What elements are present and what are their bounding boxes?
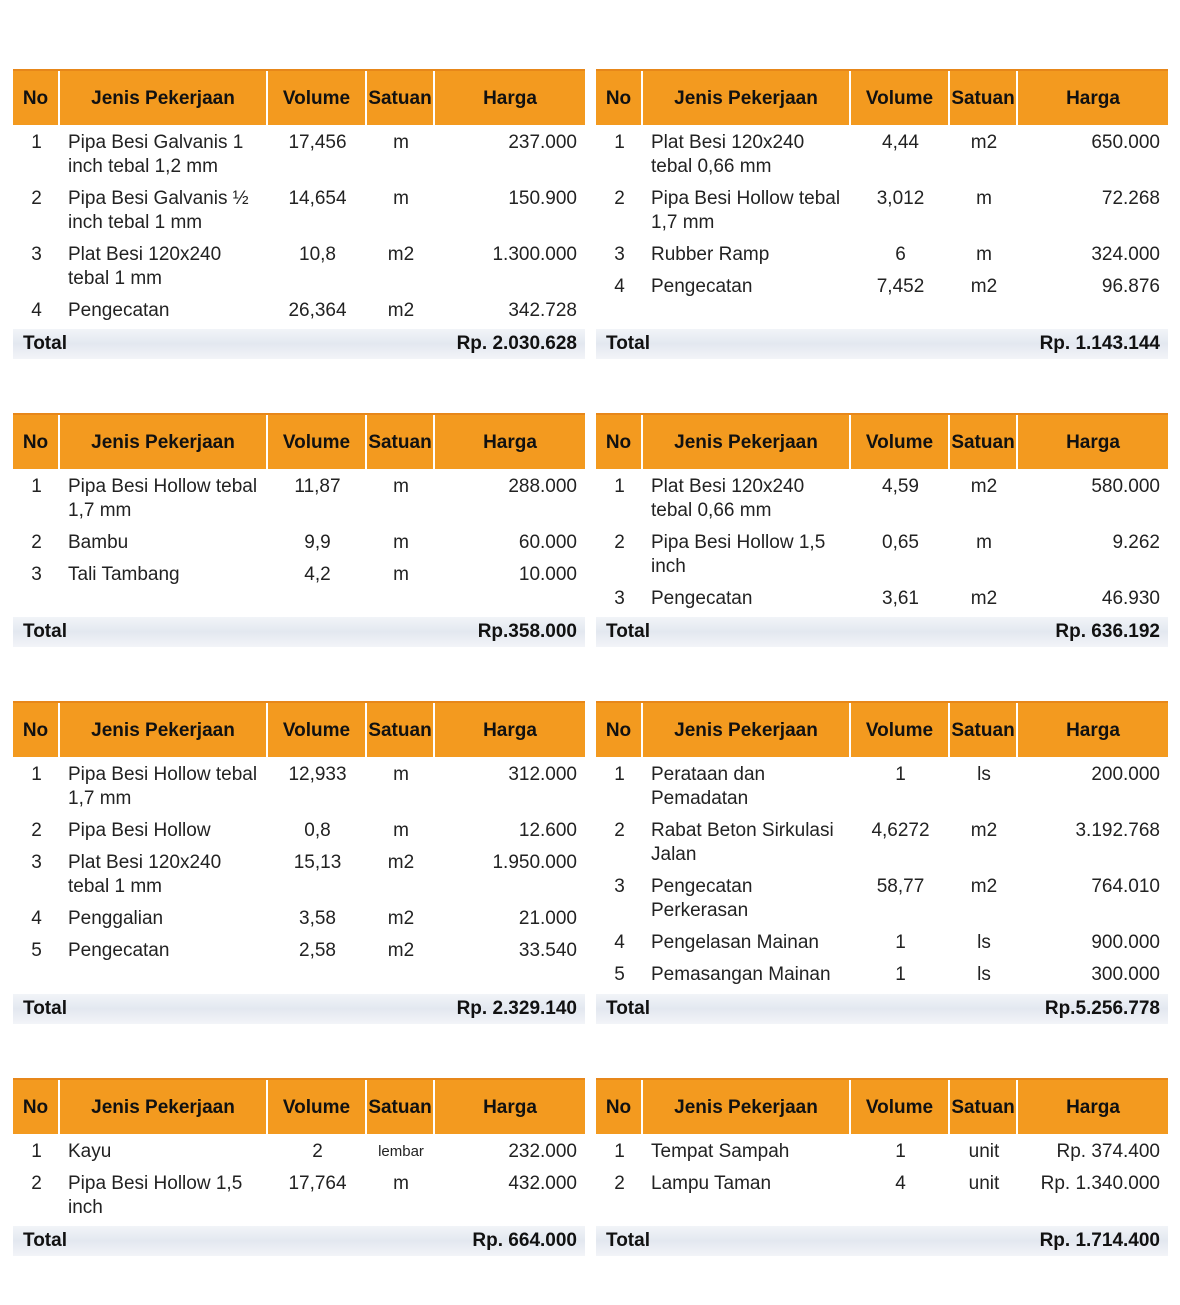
row-satuan: m2 (387, 244, 415, 265)
row-harga: 60.000 (518, 532, 577, 553)
table-body (596, 757, 1168, 987)
total-row (13, 1226, 585, 1256)
header-harga: Harga (483, 719, 537, 741)
row-satuan: m2 (387, 940, 415, 961)
table-header (13, 69, 585, 125)
row-volume: 15,13 (293, 852, 342, 873)
row-jenis-pekerjaan: Tempat Sampah (651, 1141, 790, 1162)
row-volume: 17,764 (288, 1173, 347, 1194)
row-jenis-pekerjaan: Lampu Taman (651, 1173, 772, 1194)
row-jenis-pekerjaan: Pipa Besi Galvanis ½ inch tebal 1 mm (68, 188, 249, 233)
row-harga: 21.000 (518, 908, 577, 929)
row-jenis-pekerjaan: Pipa Besi Hollow tebal 1,7 mm (651, 188, 841, 233)
table-body (13, 125, 585, 323)
header-jenis-pekerjaan: Jenis Pekerjaan (643, 1080, 851, 1134)
row-satuan: ls (977, 764, 991, 785)
row-satuan: m (393, 564, 409, 585)
row-harga: 432.000 (508, 1173, 577, 1194)
row-satuan: m2 (387, 852, 415, 873)
row-volume: 3,61 (882, 588, 919, 609)
row-satuan: m (393, 532, 409, 553)
row-harga: Rp. 374.400 (1056, 1141, 1160, 1162)
header-no: No (13, 415, 60, 469)
row-no: 2 (614, 1173, 625, 1194)
row-no: 2 (31, 188, 42, 209)
header-harga: Harga (483, 431, 537, 453)
row-jenis-pekerjaan: Penggalian (68, 908, 164, 929)
row-volume: 1 (895, 764, 906, 785)
row-volume: 2,58 (299, 940, 336, 961)
row-no: 3 (31, 852, 42, 873)
row-no: 2 (614, 820, 625, 841)
row-volume: 3,012 (876, 188, 925, 209)
total-label: Total (606, 1230, 650, 1251)
table-row (596, 1172, 1168, 1196)
row-satuan: m (976, 532, 992, 553)
row-no: 2 (31, 532, 42, 553)
header-volume: Volume (851, 1080, 950, 1134)
header-satuan (950, 703, 1018, 757)
header-jenis-pekerjaan: Jenis Pekerjaan (60, 71, 268, 125)
total-value: Rp. 636.192 (1055, 621, 1160, 642)
row-satuan: m (976, 188, 992, 209)
cost-table (13, 69, 585, 359)
row-no: 1 (31, 476, 42, 497)
row-volume: 4,59 (882, 476, 919, 497)
header-volume: Volume (851, 703, 950, 757)
row-harga: 150.900 (508, 188, 577, 209)
total-row (13, 329, 585, 359)
table-row (13, 531, 585, 555)
total-value: Rp. 2.329.140 (456, 998, 577, 1019)
header-volume: Volume (268, 703, 367, 757)
header-satuan-line2: an (992, 719, 1015, 741)
row-volume: 10,8 (299, 244, 336, 265)
table-body (13, 469, 585, 587)
row-harga: 1.950.000 (492, 852, 577, 873)
table-row (13, 475, 585, 523)
row-harga: 10.000 (518, 564, 577, 585)
table-row (596, 963, 1168, 987)
row-harga: 650.000 (1091, 132, 1160, 153)
header-volume: Volume (851, 71, 950, 125)
row-no: 4 (31, 300, 42, 321)
total-value: Rp. 1.143.144 (1039, 333, 1160, 354)
row-jenis-pekerjaan: Pipa Besi Hollow tebal 1,7 mm (68, 476, 258, 521)
row-volume: 6 (895, 244, 906, 265)
row-jenis-pekerjaan: Rabat Beton Sirkulasi Jalan (651, 820, 834, 865)
row-volume: 0,65 (882, 532, 919, 553)
row-jenis-pekerjaan: Pengecatan Perkerasan (651, 876, 753, 921)
row-harga: 764.010 (1091, 876, 1160, 897)
header-harga: Harga (1066, 719, 1120, 741)
row-no: 1 (31, 132, 42, 153)
cost-table (596, 701, 1168, 1024)
row-volume: 17,456 (288, 132, 347, 153)
header-satuan-line1: Satu (951, 719, 993, 741)
header-harga: Harga (1066, 431, 1120, 453)
total-row (13, 994, 585, 1024)
header-jenis-pekerjaan: Jenis Pekerjaan (643, 703, 851, 757)
header-harga: Harga (1066, 1096, 1120, 1118)
total-row (596, 994, 1168, 1024)
table-header (13, 413, 585, 469)
total-label: Total (606, 333, 650, 354)
row-no: 1 (614, 476, 625, 497)
table-row (13, 131, 585, 179)
row-satuan: m2 (970, 476, 998, 497)
header-satuan-line2: an (409, 431, 432, 453)
table-row (13, 851, 585, 899)
table-row (596, 1140, 1168, 1164)
row-jenis-pekerjaan: Bambu (68, 532, 129, 553)
row-satuan: m2 (970, 132, 998, 153)
row-harga: 3.192.768 (1075, 820, 1160, 841)
table-body (596, 1134, 1168, 1196)
table-row (596, 875, 1168, 923)
header-harga: Harga (483, 87, 537, 109)
row-satuan: m2 (970, 588, 998, 609)
header-no: No (596, 415, 643, 469)
table-row (596, 819, 1168, 867)
row-jenis-pekerjaan: Pipa Besi Hollow tebal 1,7 mm (68, 764, 258, 809)
row-volume: 26,364 (288, 300, 347, 321)
row-harga: 288.000 (508, 476, 577, 497)
header-volume: Volume (268, 1080, 367, 1134)
table-row (13, 939, 585, 963)
header-satuan-line1: Satu (368, 431, 410, 453)
table-body (13, 1134, 585, 1220)
total-label: Total (23, 1230, 67, 1251)
table-body (596, 125, 1168, 299)
header-jenis-pekerjaan: Jenis Pekerjaan (60, 703, 268, 757)
table-row (13, 563, 585, 587)
row-harga: Rp. 1.340.000 (1040, 1173, 1160, 1194)
table-row (596, 763, 1168, 811)
header-jenis-pekerjaan: Jenis Pekerjaan (60, 415, 268, 469)
row-volume: 4,6272 (871, 820, 930, 841)
header-satuan-line2: an (409, 1096, 432, 1118)
row-jenis-pekerjaan: Plat Besi 120x240 tebal 1 mm (68, 852, 222, 897)
header-satuan (367, 1080, 435, 1134)
header-satuan-line1: Satu (951, 1096, 993, 1118)
table-row (13, 299, 585, 323)
row-satuan: m2 (970, 820, 998, 841)
row-volume: 4 (895, 1173, 906, 1194)
table-row (596, 275, 1168, 299)
table-row (596, 931, 1168, 955)
row-volume: 0,8 (304, 820, 331, 841)
row-satuan: m2 (387, 300, 415, 321)
row-volume: 3,58 (299, 908, 336, 929)
cost-table (13, 413, 585, 647)
row-no: 3 (614, 876, 625, 897)
row-no: 1 (614, 764, 625, 785)
table-row (13, 1140, 585, 1164)
row-jenis-pekerjaan: Kayu (68, 1141, 112, 1162)
table-row (13, 1172, 585, 1220)
row-no: 3 (614, 588, 625, 609)
cost-table (596, 69, 1168, 359)
row-no: 2 (614, 188, 625, 209)
row-satuan: m2 (387, 908, 415, 929)
row-harga: 232.000 (508, 1141, 577, 1162)
total-value: Rp. 664.000 (472, 1230, 577, 1251)
row-no: 1 (31, 764, 42, 785)
row-volume: 14,654 (288, 188, 347, 209)
row-volume: 12,933 (288, 764, 347, 785)
table-row (13, 187, 585, 235)
row-no: 4 (31, 908, 42, 929)
header-satuan (367, 71, 435, 125)
row-jenis-pekerjaan: Pemasangan Mainan (651, 964, 831, 985)
row-jenis-pekerjaan: Pipa Besi Hollow 1,5 inch (68, 1173, 243, 1218)
table-header (596, 1078, 1168, 1134)
total-value: Rp.5.256.778 (1044, 998, 1160, 1019)
header-no: No (596, 703, 643, 757)
table-row (596, 243, 1168, 267)
row-satuan: unit (968, 1173, 1000, 1194)
header-volume: Volume (268, 71, 367, 125)
row-volume: 1 (895, 964, 906, 985)
header-satuan-line1: Satu (368, 87, 410, 109)
row-jenis-pekerjaan: Pengecatan (651, 588, 753, 609)
total-row (596, 617, 1168, 647)
header-no: No (13, 71, 60, 125)
row-satuan: m (393, 132, 409, 153)
cost-table (596, 1078, 1168, 1256)
row-harga: 237.000 (508, 132, 577, 153)
row-harga: 200.000 (1091, 764, 1160, 785)
row-jenis-pekerjaan: Pengecatan (651, 276, 753, 297)
header-satuan-line2: an (409, 719, 432, 741)
row-jenis-pekerjaan: Plat Besi 120x240 tebal 0,66 mm (651, 132, 805, 177)
table-row (13, 763, 585, 811)
total-label: Total (23, 998, 67, 1019)
table-row (13, 907, 585, 931)
row-no: 4 (614, 932, 625, 953)
cost-table (596, 413, 1168, 647)
total-row (596, 329, 1168, 359)
header-satuan (950, 71, 1018, 125)
header-satuan-line1: Satu (368, 1096, 410, 1118)
row-harga: 300.000 (1091, 964, 1160, 985)
row-harga: 46.930 (1101, 588, 1160, 609)
row-satuan: m (393, 1173, 409, 1194)
row-harga: 96.876 (1101, 276, 1160, 297)
row-no: 1 (31, 1141, 42, 1162)
header-no: No (13, 703, 60, 757)
header-no: No (596, 1080, 643, 1134)
row-harga: 9.262 (1112, 532, 1160, 553)
total-label: Total (606, 621, 650, 642)
row-volume: 58,77 (876, 876, 925, 897)
row-volume: 1 (895, 1141, 906, 1162)
row-harga: 342.728 (508, 300, 577, 321)
header-no: No (596, 71, 643, 125)
row-satuan: m2 (970, 876, 998, 897)
row-no: 1 (614, 1141, 625, 1162)
header-jenis-pekerjaan: Jenis Pekerjaan (643, 71, 851, 125)
total-label: Total (606, 998, 650, 1019)
row-satuan: m (393, 188, 409, 209)
row-harga: 580.000 (1091, 476, 1160, 497)
table-header (596, 69, 1168, 125)
row-volume: 11,87 (294, 476, 341, 497)
row-satuan: m (976, 244, 992, 265)
row-jenis-pekerjaan: Pengelasan Mainan (651, 932, 819, 953)
header-no: No (13, 1080, 60, 1134)
row-jenis-pekerjaan: Plat Besi 120x240 tebal 0,66 mm (651, 476, 805, 521)
total-label: Total (23, 333, 67, 354)
row-jenis-pekerjaan: Pengecatan (68, 300, 170, 321)
row-volume: 4,44 (882, 132, 919, 153)
row-no: 3 (614, 244, 625, 265)
row-satuan: unit (968, 1141, 1000, 1162)
header-volume: Volume (268, 415, 367, 469)
header-satuan (367, 415, 435, 469)
table-row (596, 587, 1168, 611)
row-no: 2 (31, 1173, 42, 1194)
row-harga: 1.300.000 (492, 244, 577, 265)
table-header (596, 701, 1168, 757)
cost-table (13, 1078, 585, 1256)
row-no: 1 (614, 132, 625, 153)
header-satuan (950, 1080, 1018, 1134)
cost-table (13, 701, 585, 1024)
header-satuan-line1: Satu (951, 87, 993, 109)
table-row (596, 531, 1168, 579)
table-body (13, 757, 585, 963)
row-satuan: ls (977, 964, 991, 985)
row-harga: 33.540 (518, 940, 577, 961)
header-jenis-pekerjaan: Jenis Pekerjaan (60, 1080, 268, 1134)
table-row (13, 243, 585, 291)
header-satuan-line1: Satu (368, 719, 410, 741)
header-harga: Harga (1066, 87, 1120, 109)
row-no: 2 (614, 532, 625, 553)
header-satuan-line2: an (992, 87, 1015, 109)
total-row (596, 1226, 1168, 1256)
table-header (13, 1078, 585, 1134)
row-harga: 72.268 (1101, 188, 1160, 209)
row-volume: 1 (895, 932, 906, 953)
row-volume: 4,2 (304, 564, 331, 585)
row-harga: 12.600 (518, 820, 577, 841)
table-row (596, 475, 1168, 523)
row-no: 5 (614, 964, 625, 985)
row-jenis-pekerjaan: Perataan dan Pemadatan (651, 764, 766, 809)
row-volume: 9,9 (304, 532, 331, 553)
row-jenis-pekerjaan: Pengecatan (68, 940, 170, 961)
table-row (596, 187, 1168, 235)
header-satuan-line2: an (992, 431, 1015, 453)
row-satuan: lembar (378, 1143, 424, 1160)
total-value: Rp. 1.714.400 (1039, 1230, 1160, 1251)
row-no: 3 (31, 244, 42, 265)
row-volume: 7,452 (876, 276, 925, 297)
row-satuan: m (393, 476, 409, 497)
row-satuan: m (393, 820, 409, 841)
row-jenis-pekerjaan: Pipa Besi Galvanis 1 inch tebal 1,2 mm (68, 132, 244, 177)
row-no: 3 (31, 564, 42, 585)
row-jenis-pekerjaan: Tali Tambang (68, 564, 180, 585)
header-jenis-pekerjaan: Jenis Pekerjaan (643, 415, 851, 469)
header-volume: Volume (851, 415, 950, 469)
header-harga: Harga (483, 1096, 537, 1118)
row-harga: 900.000 (1091, 932, 1160, 953)
table-row (596, 131, 1168, 179)
row-no: 2 (31, 820, 42, 841)
header-satuan-line2: an (992, 1096, 1015, 1118)
total-label: Total (23, 621, 67, 642)
table-header (13, 701, 585, 757)
row-harga: 312.000 (508, 764, 577, 785)
row-jenis-pekerjaan: Plat Besi 120x240 tebal 1 mm (68, 244, 222, 289)
table-body (596, 469, 1168, 611)
header-satuan (367, 703, 435, 757)
total-row (13, 617, 585, 647)
row-satuan: m2 (970, 276, 998, 297)
row-volume: 2 (312, 1141, 323, 1162)
row-harga: 324.000 (1091, 244, 1160, 265)
header-satuan-line2: an (409, 87, 432, 109)
header-satuan-line1: Satu (951, 431, 993, 453)
table-header (596, 413, 1168, 469)
row-no: 4 (614, 276, 625, 297)
row-jenis-pekerjaan: Pipa Besi Hollow (68, 820, 211, 841)
row-satuan: m (393, 764, 409, 785)
row-jenis-pekerjaan: Rubber Ramp (651, 244, 770, 265)
row-no: 5 (31, 940, 42, 961)
header-satuan (950, 415, 1018, 469)
table-row (13, 819, 585, 843)
row-jenis-pekerjaan: Pipa Besi Hollow 1,5 inch (651, 532, 826, 577)
total-value: Rp.358.000 (477, 621, 577, 642)
row-satuan: ls (977, 932, 991, 953)
total-value: Rp. 2.030.628 (456, 333, 577, 354)
